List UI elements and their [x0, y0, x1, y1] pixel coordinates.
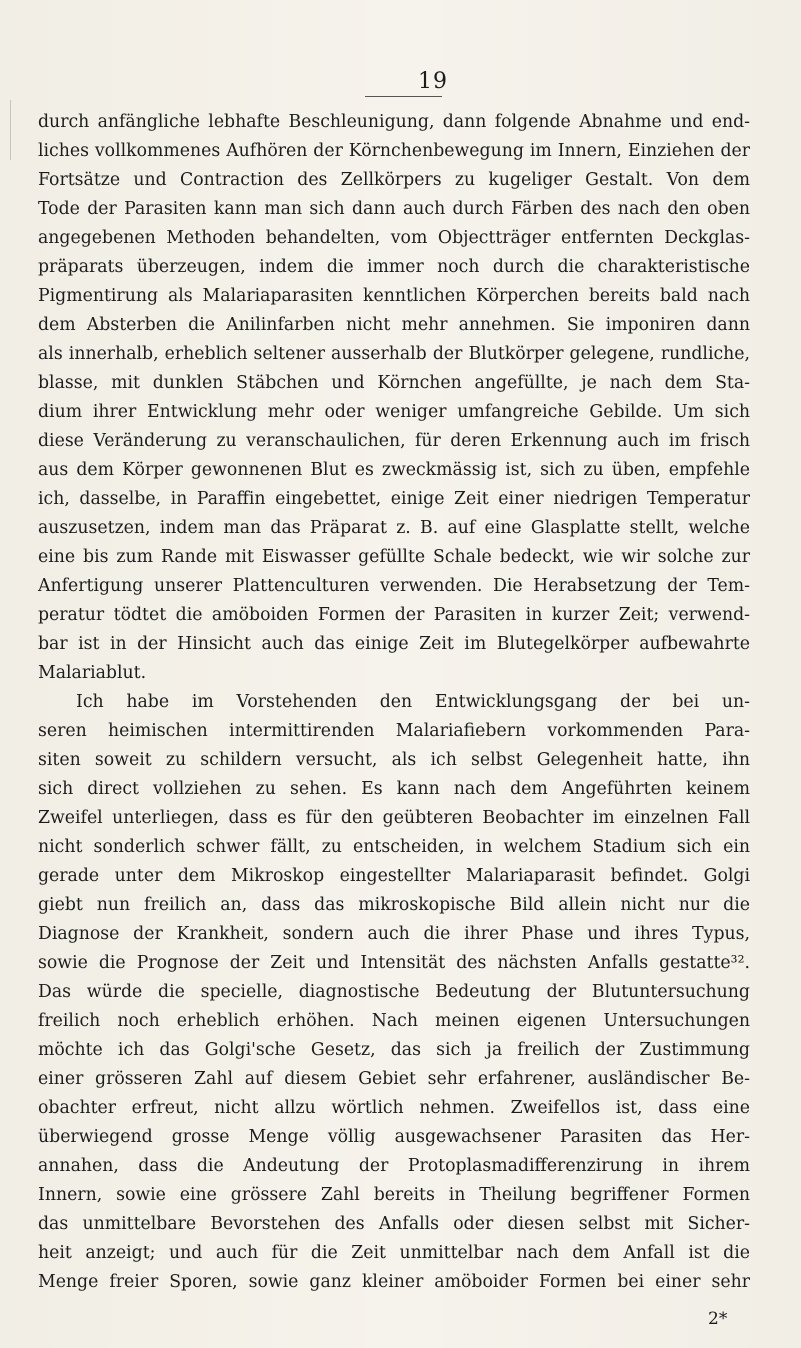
text-line: annahen, dass die Andeutung der Protoplasmadifferenzirung in ihrem	[38, 1156, 750, 1176]
text-line: Malariablut.	[38, 663, 147, 683]
margin-mark	[10, 100, 11, 160]
text-line: angegebenen Methoden behandelten, vom Objectträger entfernten Deckglas-	[38, 228, 750, 248]
text-line: heit anzeigt; und auch für die Zeit unmittelbar nach dem Anfall ist die	[38, 1243, 750, 1263]
text-line: giebt nun freilich an, dass das mikroskopische Bild allein nicht nur die	[38, 895, 750, 915]
text-line: Das würde die specielle, diagnostische Bedeutung der Blutuntersuchung	[38, 982, 750, 1002]
text-line: Pigmentirung als Malariaparasiten kenntlichen Körperchen bereits bald nach	[38, 286, 750, 306]
text-line: überwiegend grosse Menge völlig ausgewachsener Parasiten das Her-	[38, 1127, 750, 1147]
text-line: diese Veränderung zu veranschaulichen, für deren Erkennung auch im frisch	[38, 431, 750, 451]
text-line: ich, dasselbe, in Paraffin eingebettet, einige Zeit einer niedrigen Temperatur	[38, 489, 750, 509]
text-line: durch anfängliche lebhafte Beschleunigung, dann folgende Abnahme und end-	[38, 112, 750, 132]
text-line: aus dem Körper gewonnenen Blut es zweckmässig ist, sich zu üben, empfehle	[38, 460, 750, 480]
text-line: sowie die Prognose der Zeit und Intensität des nächsten Anfalls gestatte³².	[38, 953, 750, 973]
text-line: seren heimischen intermittirenden Malariafiebern vorkommenden Para-	[38, 721, 750, 741]
text-line: bar ist in der Hinsicht auch das einige Zeit im Blutegelkörper aufbewahrte	[38, 634, 750, 654]
text-line: möchte ich das Golgi'sche Gesetz, das sich ja freilich der Zustimmung	[38, 1040, 750, 1060]
text-line: Zweifel unterliegen, dass es für den geübteren Beobachter im einzelnen Fall	[38, 808, 750, 828]
text-line: dium ihrer Entwicklung mehr oder weniger umfangreiche Gebilde. Um sich	[38, 402, 750, 422]
text-line: nicht sonderlich schwer fällt, zu entscheiden, in welchem Stadium sich ein	[38, 837, 750, 857]
text-line: einer grösseren Zahl auf diesem Gebiet sehr erfahrener, ausländischer Be-	[38, 1069, 750, 1089]
header-rule	[365, 96, 442, 97]
text-line: Diagnose der Krankheit, sondern auch die ihrer Phase und ihres Typus,	[38, 924, 750, 944]
text-line: liches vollkommenes Aufhören der Körnchenbewegung im Innern, Einziehen der	[38, 141, 750, 161]
text-line: freilich noch erheblich erhöhen. Nach meinen eigenen Untersuchungen	[38, 1011, 750, 1031]
text-line: blasse, mit dunklen Stäbchen und Körnchen angefüllte, je nach dem Sta-	[38, 373, 750, 393]
text-line: Fortsätze und Contraction des Zellkörpers zu kugeliger Gestalt. Von dem	[38, 170, 750, 190]
page-number: 19	[418, 69, 448, 94]
signature-mark: 2*	[708, 1309, 728, 1329]
body-text	[38, 108, 750, 1297]
text-line: obachter erfreut, nicht allzu wörtlich nehmen. Zweifellos ist, dass eine	[38, 1098, 750, 1118]
text-line: siten soweit zu schildern versucht, als ich selbst Gelegenheit hatte, ihn	[38, 750, 750, 770]
text-line: Innern, sowie eine grössere Zahl bereits in Theilung begriffener Formen	[38, 1185, 750, 1205]
text-line: dem Absterben die Anilinfarben nicht mehr annehmen. Sie imponiren dann	[38, 315, 750, 335]
text-line: auszusetzen, indem man das Präparat z. B. auf eine Glasplatte stellt, welche	[38, 518, 750, 538]
text-line: Anfertigung unserer Plattenculturen verwenden. Die Herabsetzung der Tem-	[38, 576, 750, 596]
text-line: eine bis zum Rande mit Eiswasser gefüllte Schale bedeckt, wie wir solche zur	[38, 547, 750, 567]
text-line: Menge freier Sporen, sowie ganz kleiner amöboider Formen bei einer sehr	[38, 1272, 750, 1292]
text-line: Tode der Parasiten kann man sich dann auch durch Färben des nach den oben	[38, 199, 750, 219]
text-line: Ich habe im Vorstehenden den Entwicklungsgang der bei un-	[76, 692, 750, 712]
text-line: sich direct vollziehen zu sehen. Es kann nach dem Angeführten keinem	[38, 779, 750, 799]
text-line: präparats überzeugen, indem die immer noch durch die charakteristische	[38, 257, 750, 277]
text-line: das unmittelbare Bevorstehen des Anfalls oder diesen selbst mit Sicher-	[38, 1214, 750, 1234]
text-line: als innerhalb, erheblich seltener ausserhalb der Blutkörper gelegene, rundliche,	[38, 344, 750, 364]
text-line: peratur tödtet die amöboiden Formen der Parasiten in kurzer Zeit; verwend-	[38, 605, 750, 625]
text-line: gerade unter dem Mikroskop eingestellter Malariaparasit befindet. Golgi	[38, 866, 750, 886]
